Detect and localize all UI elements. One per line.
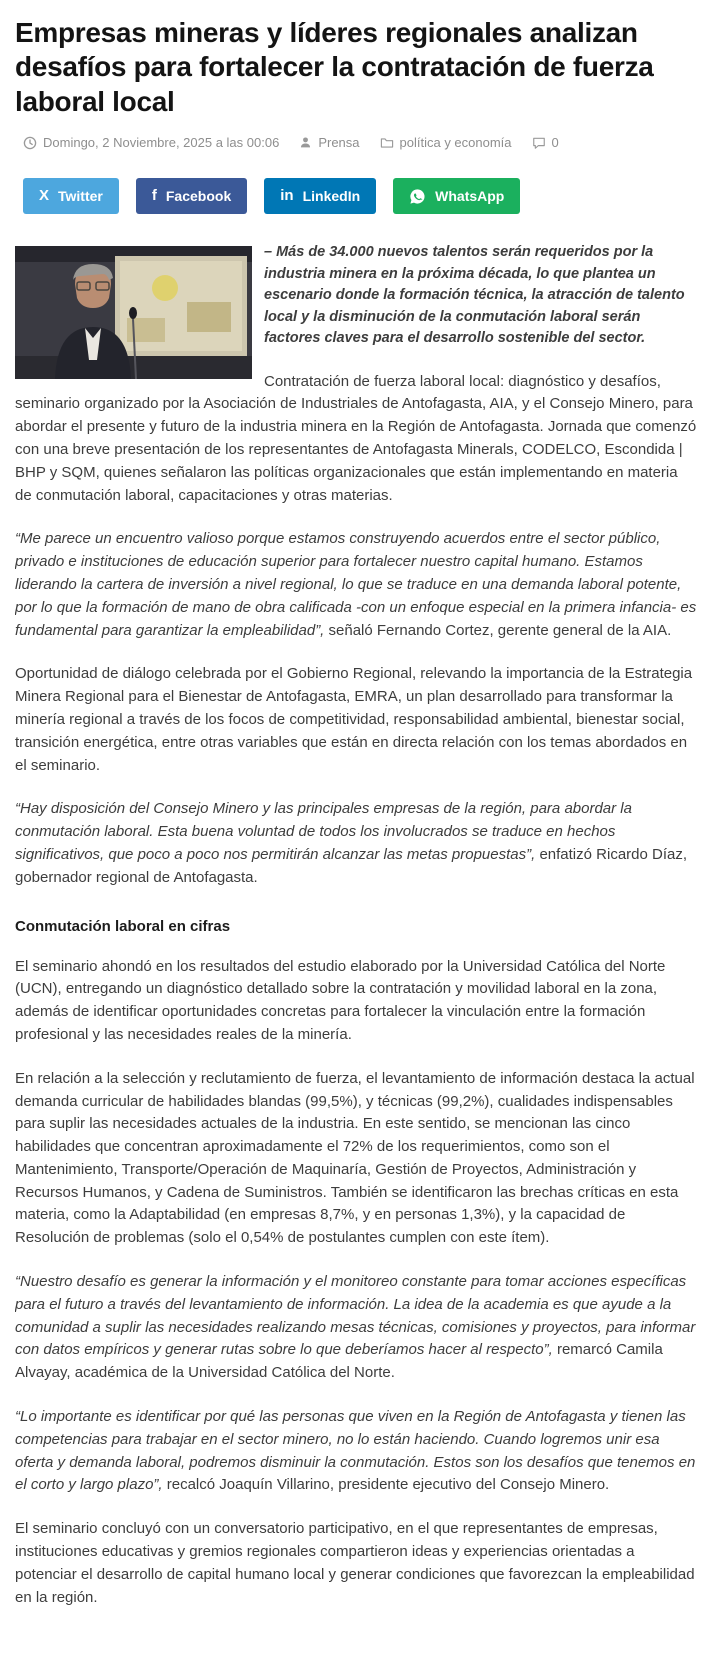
- meta-author: [299, 135, 359, 150]
- share-linkedin-label: LinkedIn: [302, 187, 361, 204]
- meta-date: [23, 135, 279, 150]
- quote-text: “Me parece un encuentro valioso porque estamos construyendo acuerdos entre el sector público, privado e instituciones de educación superior para fortalecer nuestro capital humano. Estamos liderando la cartera de inversión a nivel regional, lo que se traduce en una demanda laboral potente, por lo que la formación de mano de obra calificada -con un enfoque especial en la primera infancia- es fundamental para garantizar la empleabilidad”,: [15, 530, 697, 639]
- whatsapp-icon: [409, 188, 426, 205]
- quote-text: “Lo importante es identificar por qué las personas que viven en la Región de Antofagasta y tienen las competencias para trabajar en el sector minero, no lo están haciendo. Cuando logremos unir esa oferta y demanda laboral, podremos disminuir la conmutación. Estos son los desafíos que tenemos en el corto y largo plazo”,: [15, 1408, 696, 1494]
- share-whatsapp-label: WhatsApp: [435, 187, 505, 204]
- article-paragraph: En relación a la selección y reclutamiento de fuerza, el levantamiento de información destaca la actual demanda curricular de habilidades blandas (99,5%), y técnicas (99,2%), cualidades indispensables para suplir las necesidades actuales de la industria. En este sentido, se mencionan las cinco habilidades que concentran aproximadamente el 72% de los requerimientos, como son el Mantenimiento, Transporte/Operación de Maquinaría, Gestión de Proyectos, Administración y Recursos Humanos, y Cadena de Suministros. También se identificaron las brechas críticas en esta materia, como la Adaptabilidad (en empresas 8,7%, y en personas 1,3%), y la capacidad de Resolución de problemas (solo el 0,54% de postulantes cumplen con este ítem).: [15, 1069, 695, 1247]
- article-quote: [15, 798, 698, 889]
- share-twitter-button[interactable]: [23, 178, 119, 214]
- quote-attribution: enfatizó Ricardo Díaz, gobernador regional de Antofagasta.: [15, 845, 688, 886]
- meta-category-link[interactable]: política y economía: [399, 135, 512, 151]
- article-paragraph: Contratación de fuerza laboral local: diagnóstico y desafíos, seminario organizado por la Asociación de Industriales de Antofagasta, AIA, y el Consejo Minero, para abordar el presente y futuro de la industria minera en la Región de Antofagasta. Jornada que comenzó con una breve presentación de los representantes de Antofagasta Minerals, CODELCO, Escondida | BHP y SQM, quienes señalaron las políticas organizacionales que están implementando en materia de conmutación laboral, capacitaciones y otras materias.: [15, 372, 697, 504]
- meta-author-label: Prensa: [318, 135, 360, 151]
- article-quote: [15, 528, 698, 642]
- article-body: [15, 242, 698, 1630]
- article-subheading: Conmutación laboral en cifras: [15, 917, 231, 935]
- meta-category[interactable]: [380, 135, 512, 150]
- article-paragraph: El seminario ahondó en los resultados del estudio elaborado por la Universidad Católica del Norte (UCN), entregando un diagnóstico detallado sobre la contratación y movilidad laboral en la zona, además de identificar oportunidades concretas para fortalecer la vinculación entre la formación profesional y las necesidades reales de la minería.: [15, 957, 666, 1043]
- speaker-photo-illustration: [15, 246, 252, 379]
- linkedin-icon: in: [280, 187, 294, 205]
- share-buttons: [23, 178, 698, 214]
- quote-text: “Nuestro desafío es generar la información y el monitoreo constante para tomar acciones específicas para el futuro a través del levantamiento de información. La idea de la academia es que ayude a la comunidad a suplir las necesidades realizando mesas técnicas, comisiones y proyectos, para informar con datos empíricos y generar rutas sobre lo que deberíamos hacer al respecto”,: [15, 1273, 696, 1359]
- article-photo: [15, 246, 252, 379]
- folder-icon: [380, 136, 394, 150]
- quote-text: “Hay disposición del Consejo Minero y las principales empresas de la región, para abordar la conmutación laboral. Esta buena voluntad de todos los involucrados se traduce en hechos significativos, que poco a poco nos permitirán alcanzar las metas propuestas”,: [15, 800, 632, 863]
- comment-icon: [532, 136, 546, 150]
- share-linkedin-button[interactable]: [264, 178, 376, 214]
- quote-attribution: remarcó Camila Alvayay, académica de la Universidad Católica del Norte.: [15, 1341, 663, 1382]
- user-icon: [299, 136, 312, 149]
- quote-attribution: recalcó Joaquín Villarino, presidente ejecutivo del Consejo Minero.: [162, 1476, 610, 1494]
- article-quote: [15, 1406, 698, 1497]
- share-facebook-label: Facebook: [165, 187, 232, 204]
- quote-attribution: señaló Fernando Cortez, gerente general de la AIA.: [324, 621, 672, 639]
- article-paragraph: Oportunidad de diálogo celebrada por el Gobierno Regional, relevando la importancia de la Estrategia Minera Regional para el Bienestar de Antofagasta, EMRA, un plan desarrollado para transformar la minería regional a través de los focos de competitividad, responsabilidad ambiental, bienestar social, transición energética, entre otras variables que están en directa relación con los temas abordados en el seminario.: [15, 665, 693, 774]
- article-paragraph: El seminario concluyó con un conversatorio participativo, en el que representantes de empresas, instituciones educativas y gremios regionales compartieron ideas y experiencias orientadas a potenciar el desarrollo de capital humano local y generar condiciones que favorezcan la empleabilidad en la región.: [15, 1520, 695, 1606]
- facebook-icon: f: [151, 187, 157, 205]
- meta-comments[interactable]: [532, 135, 559, 150]
- article-quote: [15, 1271, 698, 1385]
- article-lead: – Más de 34.000 nuevos talentos serán requeridos por la industria minera en la próxima década, lo que plantea un escenario donde la formación técnica, la atracción de talento local y la disminución de la conmutación laboral serán factores claves para el desarrollo sostenible del sector.: [264, 244, 685, 347]
- page-title: Empresas mineras y líderes regionales analizan desafíos para fortalecer la contratación de fuerza laboral local: [15, 17, 654, 117]
- share-whatsapp-button[interactable]: [393, 178, 520, 214]
- share-facebook-button[interactable]: [136, 178, 247, 214]
- x-twitter-icon: X: [39, 187, 50, 205]
- meta-comments-count[interactable]: 0: [551, 135, 559, 151]
- meta-date-label: Domingo, 2 Noviembre, 2025 a las 00:06: [43, 135, 280, 151]
- clock-icon: [23, 136, 37, 150]
- article-meta: [23, 135, 698, 150]
- share-twitter-label: Twitter: [58, 187, 103, 204]
